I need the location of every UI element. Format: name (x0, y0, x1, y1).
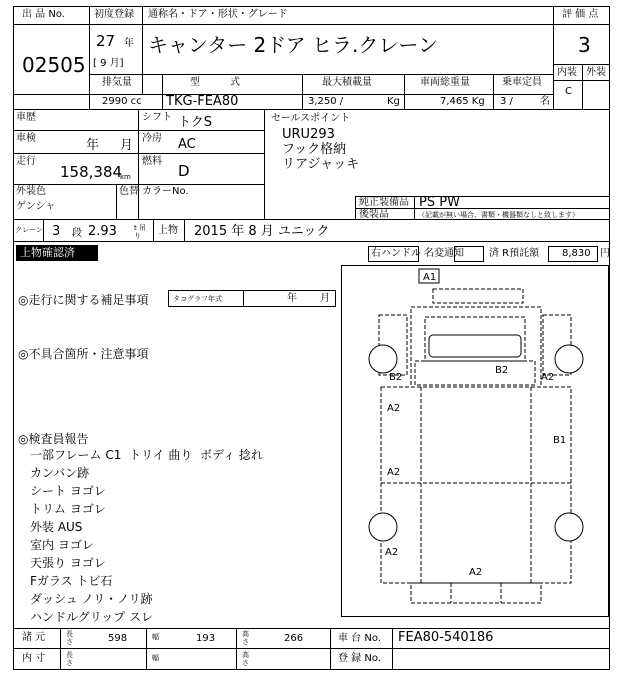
height-value: 266 (284, 633, 304, 644)
crane-unit: t 吊り (134, 224, 146, 240)
name-label: 通称名・ドア・形状・グレード (148, 9, 288, 20)
color-code-label: カラーNo. (142, 186, 189, 197)
damage-mark: A2 (385, 547, 399, 558)
sales-points-list (282, 127, 359, 172)
tachograph-month: 月 (320, 293, 330, 304)
displacement-value: 2990 cc (102, 96, 142, 107)
gross-weight-label: 車両総重量 (420, 77, 470, 88)
crane-stages: 3 (52, 224, 61, 239)
gross-weight-value: 7,465 Kg (440, 96, 485, 107)
meter-label: 名変通知 (424, 248, 464, 259)
mount-value: 2015 年 8 月 ユニック (194, 224, 330, 239)
score-label: 評 価 点 (562, 9, 599, 20)
color-label: 外装色 (16, 186, 46, 197)
damage-mark: A2 (541, 372, 555, 383)
tachograph-year: 年 (287, 293, 297, 304)
crane-label: クレーン (15, 226, 43, 234)
after-equipment-label: 後装品 (359, 209, 389, 220)
mileage-unit: km (120, 173, 131, 181)
width-label: 幅 (152, 633, 159, 641)
score-value: 3 (578, 33, 591, 57)
capacity-value: 3 / (500, 96, 513, 107)
mileage-value: 158,384 (60, 163, 123, 181)
shift-label: シフト (142, 112, 172, 123)
sales-point-item: リアジャッキ (282, 157, 360, 172)
model-label: 型 式 (190, 77, 240, 88)
report-line: 一部フレーム C1 トリイ 曲り ボディ 捻れ (30, 448, 263, 462)
shift-value: トクS (178, 115, 212, 130)
inspection-label: 車検 (16, 133, 36, 144)
fuel-label: 燃料 (142, 156, 162, 167)
report-line: ダッシュ ノリ・ノリ跡 (30, 592, 153, 606)
first-reg-year: 27 (96, 32, 116, 50)
damage-mark: B1 (553, 435, 567, 446)
report-line: 天張り ヨゴレ (30, 556, 106, 570)
color-no-label: 色替 (119, 186, 139, 197)
damage-mark: B2 (389, 372, 403, 383)
steering-value: 右ハンドル (371, 248, 421, 259)
vehicle-name: キャンター 2ドア ヒラ.クレーン (148, 33, 438, 57)
interior-dims-label: 内 寸 (22, 653, 46, 664)
first-reg-label: 初度登録 (94, 9, 134, 20)
mount-label: 上物 (158, 225, 178, 236)
equipment-label: 純正装備品 (359, 197, 409, 208)
length-value: 598 (108, 633, 128, 644)
capacity-label: 乗車定員 (502, 77, 542, 88)
damage-mark: A2 (387, 403, 401, 414)
chassis-value: FEA80-540186 (398, 630, 494, 645)
ac-value: AC (178, 137, 196, 152)
year-label: 年 (124, 38, 134, 49)
damage-mark: A1 (423, 272, 437, 283)
report-line: ハンドルグリップ スレ (30, 610, 154, 624)
sales-point-item: フック格納 (282, 142, 347, 157)
width-label: 幅 (152, 654, 159, 662)
height-label: 高さ (242, 651, 249, 667)
height-label: 高さ (242, 630, 249, 646)
max-load-unit: Kg (387, 96, 400, 107)
displacement-label: 排気量 (102, 77, 132, 88)
dims-label: 諸 元 (22, 632, 46, 643)
first-reg-month: [ 9 月] (93, 58, 124, 69)
report-list (30, 446, 263, 626)
capacity-unit: 名 (540, 96, 550, 107)
damage-mark: A2 (469, 567, 483, 578)
inspection-year: 年 (86, 138, 100, 153)
report-line: カンバン跡 (30, 466, 90, 480)
history-label: 車歴 (16, 112, 36, 123)
exterior-grade-label: 外装 (586, 67, 606, 78)
equipment-value: PS PW (419, 195, 460, 210)
stage-label: 段 (72, 228, 82, 239)
interior-grade-label: 内装 (557, 67, 577, 78)
max-load-label: 最大積載量 (322, 77, 372, 88)
supplementary-label: ◎走行に関する補足事項 (18, 293, 149, 307)
mileage-label: 走行 (16, 156, 36, 167)
truck-diagram (341, 265, 609, 617)
damage-mark: B2 (495, 365, 509, 376)
chassis-label: 車 台 No. (338, 633, 381, 644)
length-label: 長さ (66, 651, 73, 667)
model-value: TKG-FEA80 (166, 94, 239, 109)
inspection-month: 月 (120, 138, 134, 153)
sales-points-label: セールスポイント (271, 113, 351, 124)
fuel-value: D (178, 162, 190, 180)
report-line: Fガラス トビ石 (30, 574, 113, 588)
length-label: 長さ (66, 630, 73, 646)
sales-point-item: URU293 (282, 127, 335, 142)
color-value: ゲンシャ (16, 201, 56, 212)
reg-no-label: 登 録 No. (338, 653, 381, 664)
recycle-unit: 円 (600, 248, 610, 259)
width-value: 193 (196, 633, 216, 644)
tachograph-label: タコグラフ年式 (173, 295, 222, 303)
after-equipment-note: （記載が無い場合、書類・機器類なしと致します） (418, 211, 579, 219)
ac-label: 冷房 (142, 133, 162, 144)
lot-no-label: 出 品 No. (22, 9, 65, 20)
confirmed-banner: 上物確認済 (16, 245, 98, 261)
crane-capacity: 2.93 (88, 224, 117, 239)
meter-box (454, 246, 484, 262)
max-load-value: 3,250 / (308, 96, 344, 107)
report-line: シート ヨゴレ (30, 484, 106, 498)
report-line: 外装 AUS (30, 520, 83, 534)
interior-grade-value: C (565, 86, 572, 97)
recycle-amount: 8,830 (562, 248, 591, 259)
damage-mark: A2 (387, 467, 401, 478)
defects-label: ◎不具合箇所・注意事項 (18, 347, 149, 361)
lot-number: 02505 (22, 53, 86, 77)
recycle-label: 済 R預託額 (489, 248, 540, 259)
report-line: トリム ヨゴレ (30, 502, 106, 516)
report-line: 室内 ヨゴレ (30, 538, 94, 552)
report-label: ◎検査員報告 (18, 432, 89, 446)
